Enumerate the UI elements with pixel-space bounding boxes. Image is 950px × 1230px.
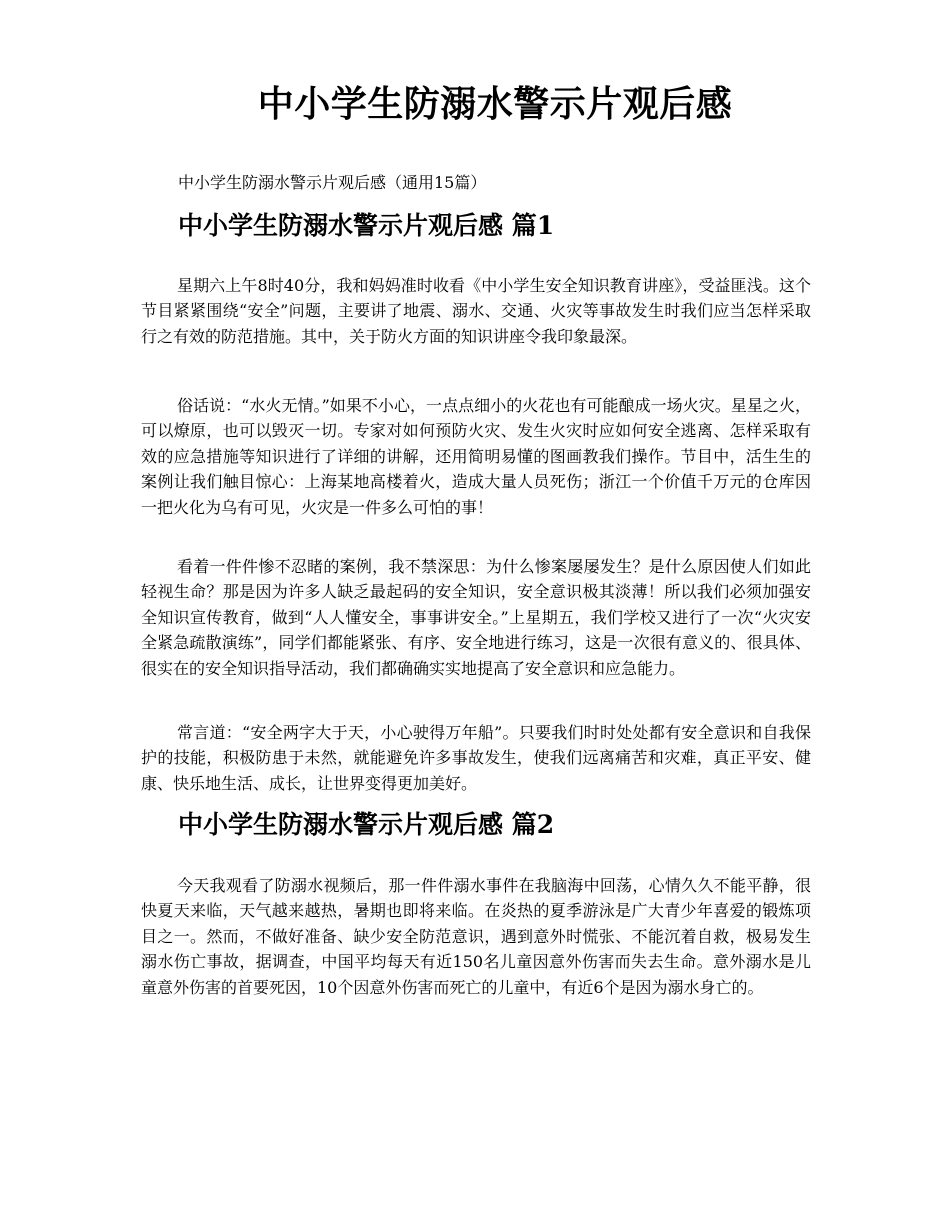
section-heading-1: 中小学生防溺水警示片观后感 篇1 [178, 211, 555, 240]
paragraph-1-4: 常言道：“安全两字大于天，小心驶得万年船”。只要我们时时处处都有安全意识和自我保护的技能，积极防患于未然，就能避免许多事故发生，使我们远离痛苦和灾难，真正平安、健康、快乐地生活、成长，让世界变得更加美好。 [141, 723, 811, 793]
paragraph-2-1: 今天我观看了防溺水视频后，那一件件溺水事件在我脑海中回荡，心情久久不能平静，很快夏天来临，天气越来越热，暑期也即将来临。在炎热的夏季游泳是广大青少年喜爱的锻炼项目之一。然而，不做好准备、缺少安全防范意识，遇到意外时慌张、不能沉着自救，极易发生溺水伤亡事故，据调查，中国平均每天有近150名儿童因意外伤害而失去生命。意外溺水是儿童意外伤害的首要死因，10个因意外伤害而死亡的儿童中，有近6个是因为溺水身亡的。 [141, 876, 811, 997]
document-title: 中小学生防溺水警示片观后感 [257, 83, 733, 125]
section-heading-2: 中小学生防溺水警示片观后感 篇2 [178, 810, 555, 839]
paragraph-1-3: 看着一件件惨不忍睹的案例，我不禁深思：为什么惨案屡屡发生？是什么原因使人们如此轻视生命？那是因为许多人缺乏最起码的安全知识，安全意识极其淡薄！所以我们必须加强安全知识宣传教育，做到“人人懂安全，事事讲安全。”上星期五，我们学校又进行了一次“火灾安全紧急疏散演练”，同学们都能紧张、有序、安全地进行练习，这是一次很有意义的、很具体、很实在的安全知识指导活动，我们都确确实实地提高了安全意识和应急能力。 [141, 557, 811, 678]
paragraph-1-1: 星期六上午8时40分，我和妈妈准时收看《中小学生安全知识教育讲座》，受益匪浅。这个节目紧紧围绕“安全”问题，主要讲了地震、溺水、交通、火灾等事故发生时我们应当怎样采取行之有效的防范措施。其中，关于防火方面的知识讲座令我印象最深。 [141, 276, 811, 346]
paragraph-1-2: 俗话说：“水火无情。”如果不小心，一点点细小的火花也有可能酿成一场火灾。星星之火，可以燎原，也可以毁灭一切。专家对如何预防火灾、发生火灾时应如何安全逃离、怎样采取有效的应急措施等知识进行了详细的讲解，还用简明易懂的图画教我们操作。节目中，活生生的案例让我们触目惊心：上海某地高楼着火，造成大量人员死伤；浙江一个价值千万元的仓库因一把火化为乌有可见，火灾是一件多么可怕的事！ [141, 396, 811, 517]
document-subtitle: 中小学生防溺水警示片观后感（通用15篇） [178, 173, 487, 192]
